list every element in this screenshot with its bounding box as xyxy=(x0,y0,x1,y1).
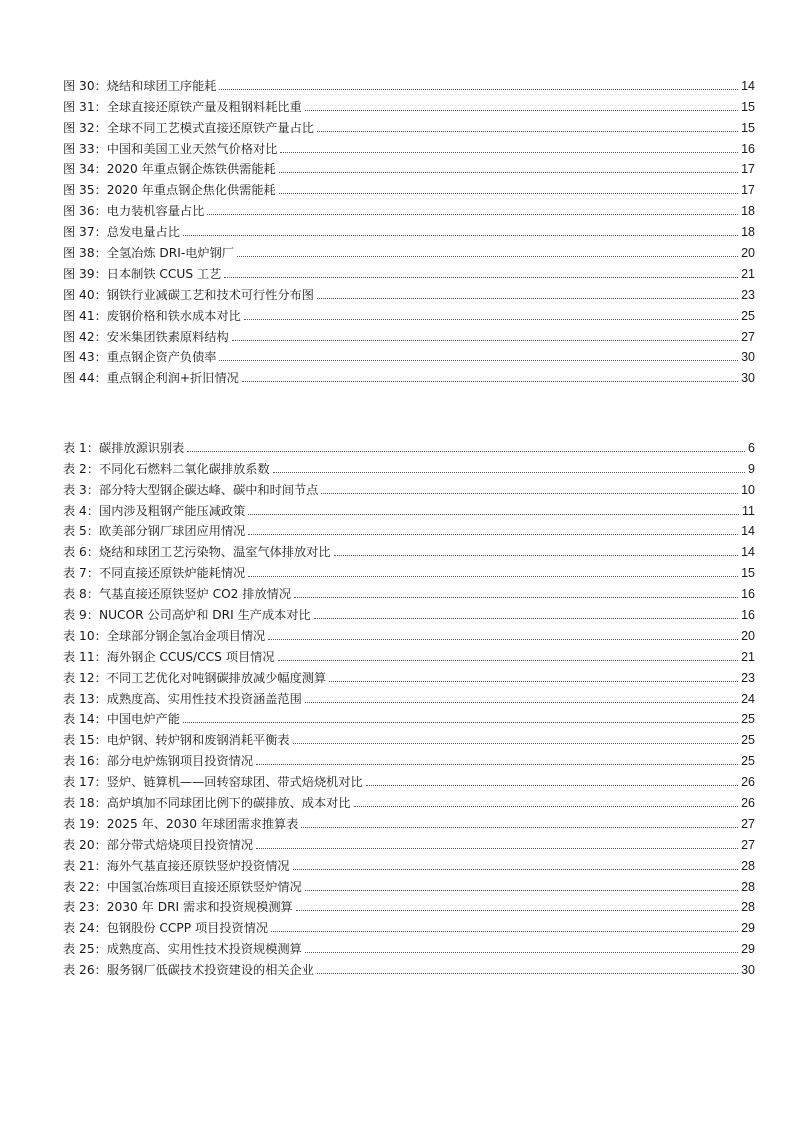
table-entry[interactable] xyxy=(63,538,755,559)
table-entry-page-number: 27 xyxy=(741,837,755,852)
dot-leader xyxy=(301,827,738,828)
table-entry[interactable] xyxy=(63,914,755,935)
dot-leader xyxy=(354,806,739,807)
dot-leader xyxy=(321,493,738,494)
figure-entry-label: 图 32：全球不同工艺模式直接还原铁产量占比 xyxy=(63,120,314,135)
table-entry-page-number: 16 xyxy=(741,608,755,623)
figure-entry-label: 图 39：日本制铁 CCUS 工艺 xyxy=(63,266,222,281)
figure-entry-page-number: 20 xyxy=(741,246,755,261)
figure-entry-page-number: 21 xyxy=(741,266,755,281)
table-entry-label: 表 13：成熟度高、实用性技术投资涵盖范围 xyxy=(63,691,302,706)
figure-entry-label: 图 37：总发电量占比 xyxy=(63,225,180,240)
figure-entry[interactable] xyxy=(63,344,755,365)
table-entry-label: 表 14：中国电炉产能 xyxy=(63,712,180,727)
figure-entry-label: 图 31：全球直接还原铁产量及粗钢料耗比重 xyxy=(63,99,302,114)
table-entry[interactable] xyxy=(63,894,755,915)
table-entry-page-number: 30 xyxy=(741,963,755,978)
dot-leader xyxy=(293,869,739,870)
table-entry[interactable] xyxy=(63,455,755,476)
dot-leader xyxy=(305,890,738,891)
dot-leader xyxy=(279,193,738,194)
table-entry[interactable] xyxy=(63,768,755,789)
table-entry-label: 表 26：服务钢厂低碳技术投资建设的相关企业 xyxy=(63,963,314,978)
table-entry-page-number: 29 xyxy=(741,942,755,957)
table-entry-page-number: 24 xyxy=(741,691,755,706)
figure-entry-label: 图 36：电力装机容量占比 xyxy=(63,204,205,219)
table-entry-label: 表 16：部分电炉炼钢项目投资情况 xyxy=(63,754,254,769)
table-entry[interactable] xyxy=(63,434,755,455)
table-entry[interactable] xyxy=(63,956,755,977)
dot-leader xyxy=(248,534,738,535)
dot-leader xyxy=(237,256,738,257)
figure-entry[interactable] xyxy=(63,239,755,260)
figure-entry-page-number: 23 xyxy=(741,287,755,302)
dot-leader xyxy=(248,576,738,577)
table-entry-page-number: 9 xyxy=(748,461,755,476)
dot-leader xyxy=(296,910,738,911)
figure-entry[interactable] xyxy=(63,323,755,344)
table-entry-label: 表 21：海外气基直接还原铁竖炉投资情况 xyxy=(63,858,290,873)
table-entry[interactable] xyxy=(63,747,755,768)
table-entry[interactable] xyxy=(63,726,755,747)
dot-leader xyxy=(219,89,738,90)
table-entry[interactable] xyxy=(63,643,755,664)
table-entry-page-number: 27 xyxy=(741,816,755,831)
table-entry-page-number: 11 xyxy=(742,503,755,518)
figure-entry[interactable] xyxy=(63,93,755,114)
table-entry[interactable] xyxy=(63,664,755,685)
table-entry-page-number: 29 xyxy=(741,921,755,936)
table-entry-label: 表 20：部分带式焙烧项目投资情况 xyxy=(63,837,254,852)
table-entry[interactable] xyxy=(63,685,755,706)
table-entry-page-number: 28 xyxy=(741,879,755,894)
figure-entry-label: 图 38：全氢冶炼 DRI-电炉钢厂 xyxy=(63,246,234,261)
figure-entry-label: 图 44：重点钢企利润+折旧情况 xyxy=(63,371,239,386)
figure-entry[interactable] xyxy=(63,197,755,218)
table-entry[interactable] xyxy=(63,852,755,873)
table-entry-label: 表 3：部分特大型钢企碳达峰、碳中和时间节点 xyxy=(63,482,319,497)
figure-entry-label: 图 30：烧结和球团工序能耗 xyxy=(63,78,217,93)
table-entry-label: 表 11：海外钢企 CCUS/CCS 项目情况 xyxy=(63,649,275,664)
table-entry-label: 表 17：竖炉、链算机——回转窑球团、带式焙烧机对比 xyxy=(63,775,363,790)
figure-entry-page-number: 15 xyxy=(741,99,755,114)
dot-leader xyxy=(256,848,738,849)
dot-leader xyxy=(207,214,738,215)
figure-entry-page-number: 14 xyxy=(741,78,755,93)
table-entry-label: 表 5：欧美部分钢厂球团应用情况 xyxy=(63,524,246,539)
dot-leader xyxy=(271,931,738,932)
table-entry-label: 表 2：不同化石燃料二氧化碳排放系数 xyxy=(63,461,270,476)
figure-entry[interactable] xyxy=(63,135,755,156)
table-entry-label: 表 7：不同直接还原铁炉能耗情况 xyxy=(63,566,246,581)
dot-leader xyxy=(305,952,738,953)
table-entry[interactable] xyxy=(63,789,755,810)
figure-entry-page-number: 27 xyxy=(741,329,755,344)
table-entry-page-number: 15 xyxy=(741,566,755,581)
table-entry-label: 表 15：电炉钢、转炉钢和废钢消耗平衡表 xyxy=(63,733,290,748)
table-entry[interactable] xyxy=(63,622,755,643)
table-entry-label: 表 18：高炉填加不同球团比例下的碳排放、成本对比 xyxy=(63,796,351,811)
table-entry-label: 表 4：国内涉及粗钢产能压减政策 xyxy=(63,503,246,518)
figure-entry[interactable] xyxy=(63,281,755,302)
figure-entry[interactable] xyxy=(63,218,755,239)
table-entry[interactable] xyxy=(63,497,755,518)
table-entry-page-number: 6 xyxy=(748,440,755,455)
dot-leader xyxy=(244,319,738,320)
figure-index xyxy=(63,72,755,385)
table-entry-page-number: 23 xyxy=(741,670,755,685)
table-entry-page-number: 25 xyxy=(741,733,755,748)
table-entry-page-number: 26 xyxy=(741,796,755,811)
figure-entry[interactable] xyxy=(63,176,755,197)
table-entry-page-number: 28 xyxy=(741,858,755,873)
table-entry-page-number: 25 xyxy=(741,754,755,769)
dot-leader xyxy=(305,110,738,111)
figure-entry[interactable] xyxy=(63,260,755,281)
table-index xyxy=(63,434,755,977)
figure-entry-label: 图 34：2020 年重点钢企炼铁供需能耗 xyxy=(63,162,276,177)
dot-leader xyxy=(279,172,738,173)
figure-entry-page-number: 30 xyxy=(741,350,755,365)
table-entry-page-number: 25 xyxy=(741,712,755,727)
table-entry-page-number: 21 xyxy=(741,649,755,664)
figure-entry[interactable] xyxy=(63,72,755,93)
table-entry-label: 表 23：2030 年 DRI 需求和投资规模测算 xyxy=(63,900,293,915)
table-entry-label: 表 24：包钢股份 CCPP 项目投资情况 xyxy=(63,921,269,936)
table-entry-page-number: 20 xyxy=(741,628,755,643)
dot-leader xyxy=(334,555,739,556)
table-entry-label: 表 8：气基直接还原铁竖炉 CO2 排放情况 xyxy=(63,587,292,602)
figure-entry[interactable] xyxy=(63,114,755,135)
dot-leader xyxy=(314,618,738,619)
table-entry[interactable] xyxy=(63,476,755,497)
figure-entry-page-number: 25 xyxy=(741,308,755,323)
table-entry[interactable] xyxy=(63,706,755,727)
table-entry-label: 表 6：烧结和球团工艺污染物、温室气体排放对比 xyxy=(63,545,331,560)
figure-entry-page-number: 17 xyxy=(741,162,755,177)
figure-entry-label: 图 42：安米集团铁素原料结构 xyxy=(63,329,229,344)
table-entry-label: 表 1：碳排放源识别表 xyxy=(63,440,185,455)
table-entry-label: 表 19：2025 年、2030 年球团需求推算表 xyxy=(63,816,299,831)
figure-entry[interactable] xyxy=(63,364,755,385)
table-entry-page-number: 14 xyxy=(741,545,755,560)
figure-entry-label: 图 33：中国和美国工业天然气价格对比 xyxy=(63,141,278,156)
dot-leader xyxy=(183,722,738,723)
dot-leader xyxy=(248,514,739,515)
dot-leader xyxy=(317,298,738,299)
table-entry-page-number: 10 xyxy=(741,482,755,497)
dot-leader xyxy=(183,235,738,236)
dot-leader xyxy=(256,764,738,765)
dot-leader xyxy=(224,277,738,278)
dot-leader xyxy=(187,451,745,452)
figure-entry-page-number: 15 xyxy=(741,120,755,135)
dot-leader xyxy=(317,131,738,132)
figure-entry-page-number: 16 xyxy=(741,141,755,156)
table-entry[interactable] xyxy=(63,518,755,539)
figure-entry-label: 图 35：2020 年重点钢企焦化供需能耗 xyxy=(63,183,276,198)
table-entry[interactable] xyxy=(63,810,755,831)
table-entry[interactable] xyxy=(63,935,755,956)
dot-leader xyxy=(305,702,738,703)
dot-leader xyxy=(366,785,738,786)
dot-leader xyxy=(268,639,738,640)
dot-leader xyxy=(242,381,738,382)
dot-leader xyxy=(293,743,739,744)
dot-leader xyxy=(280,152,738,153)
table-entry-label: 表 22：中国氢冶炼项目直接还原铁竖炉情况 xyxy=(63,879,302,894)
table-entry-label: 表 25：成熟度高、实用性技术投资规模测算 xyxy=(63,942,302,957)
dot-leader xyxy=(219,360,738,361)
figure-entry[interactable] xyxy=(63,302,755,323)
figure-entry-page-number: 17 xyxy=(741,183,755,198)
table-entry-label: 表 9：NUCOR 公司高炉和 DRI 生产成本对比 xyxy=(63,608,311,623)
dot-leader xyxy=(273,472,745,473)
table-entry-page-number: 28 xyxy=(741,900,755,915)
figure-entry-label: 图 43：重点钢企资产负债率 xyxy=(63,350,217,365)
table-entry-page-number: 26 xyxy=(741,775,755,790)
table-entry-label: 表 10：全球部分钢企氢冶金项目情况 xyxy=(63,628,266,643)
figure-entry[interactable] xyxy=(63,156,755,177)
table-entry[interactable] xyxy=(63,873,755,894)
dot-leader xyxy=(317,973,738,974)
table-entry-label: 表 12：不同工艺优化对吨钢碳排放减少幅度测算 xyxy=(63,670,327,685)
table-entry[interactable] xyxy=(63,601,755,622)
dot-leader xyxy=(329,681,738,682)
table-entry[interactable] xyxy=(63,559,755,580)
figure-entry-label: 图 41：废钢价格和铁水成本对比 xyxy=(63,308,241,323)
dot-leader xyxy=(232,340,738,341)
dot-leader xyxy=(278,660,739,661)
figure-entry-label: 图 40：钢铁行业减碳工艺和技术可行性分布图 xyxy=(63,287,314,302)
table-entry-page-number: 16 xyxy=(741,587,755,602)
table-entry[interactable] xyxy=(63,831,755,852)
table-entry-page-number: 14 xyxy=(741,524,755,539)
figure-entry-page-number: 30 xyxy=(741,371,755,386)
dot-leader xyxy=(294,597,738,598)
table-entry[interactable] xyxy=(63,580,755,601)
figure-entry-page-number: 18 xyxy=(741,225,755,240)
figure-entry-page-number: 18 xyxy=(741,204,755,219)
